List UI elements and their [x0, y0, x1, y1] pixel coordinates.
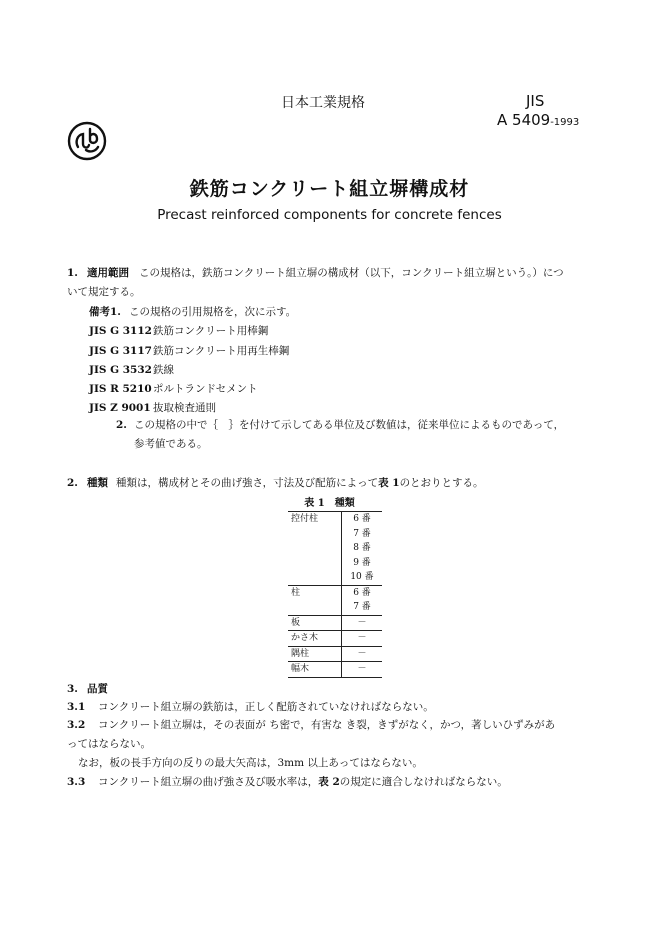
- remarks-line: [89, 305, 296, 319]
- table1-caption: 表 1 種類: [304, 498, 355, 509]
- header-organization: 日本工業規格: [281, 95, 365, 111]
- type-table: [288, 511, 382, 678]
- grade-cell: 8 番: [353, 543, 371, 553]
- jis-mark-icon: [66, 120, 108, 166]
- section3-2-number: 3.2: [67, 719, 86, 731]
- section2-line: [67, 476, 484, 490]
- table-row: [288, 615, 382, 631]
- section3-heading-line: [67, 682, 108, 696]
- section3-1-number: 3.1: [67, 701, 86, 713]
- reference-name: 鉄筋コンクリート用再生棒鋼: [153, 345, 290, 357]
- grade-cell: －: [342, 646, 383, 662]
- section3-2-line3: なお，板の長手方向の反りの最大矢高は，3mm 以上あってはならない。: [78, 757, 423, 769]
- section3-heading: 品質: [87, 683, 108, 695]
- reference-code: JIS G 3117: [89, 345, 152, 357]
- title-english: Precast reinforced components for concrete fences: [157, 207, 502, 223]
- section2-text: 種類は，構成材とその曲げ強さ，寸法及び配筋によって: [116, 477, 379, 489]
- type-name-cell: 幅木: [288, 662, 342, 678]
- type-name-cell: 控付柱: [288, 512, 342, 586]
- section3-3-number: 3.3: [67, 776, 86, 788]
- section2-text-end: のとおりとする。: [399, 477, 484, 489]
- grade-cell: 9 番: [353, 557, 371, 568]
- reference-name: ポルトランドセメント: [153, 383, 258, 395]
- section1-heading: 適用範囲: [87, 267, 129, 279]
- table-row: [288, 631, 382, 647]
- reference-name: 鉄線: [153, 364, 174, 376]
- section3-3-text-end: の規定に適合しなければならない。: [339, 776, 508, 788]
- reference-code: JIS G 3112: [89, 325, 152, 337]
- section3-1-text: コンクリート組立塀の鉄筋は，正しく配筋されていなければならない。: [98, 701, 434, 713]
- table-row: [288, 662, 382, 678]
- table-row: [288, 646, 382, 662]
- grade-cell: －: [342, 615, 383, 631]
- standard-year: -1993: [550, 117, 580, 128]
- table2-reference: 表 2: [318, 776, 340, 788]
- remarks-label: 備考1.: [89, 306, 121, 318]
- reference-item: [89, 382, 258, 396]
- reference-name: 鉄筋コンクリート用棒鋼: [153, 325, 269, 337]
- section3-2: [67, 718, 555, 732]
- section3-1: [67, 700, 434, 714]
- reference-code: JIS G 3532: [89, 364, 152, 376]
- section1-line2: いて規定する。: [67, 286, 141, 298]
- section1-number: 1.: [67, 267, 78, 279]
- section3-3-text: コンクリート組立塀の曲げ強さ及び吸水率は，: [98, 776, 319, 788]
- reference-item: [89, 324, 268, 338]
- remarks-text: この規格の引用規格を，次に示す。: [128, 306, 297, 318]
- title-japanese: 鉄筋コンクリート組立塀構成材: [189, 178, 470, 200]
- header-jis-label: JIS: [526, 92, 545, 110]
- section3-3: [67, 775, 508, 789]
- section3-2-line2: ってはならない。: [67, 738, 151, 750]
- grade-cell: －: [342, 662, 383, 678]
- type-name-cell: 隅柱: [288, 646, 342, 662]
- grade-cell: 7 番: [353, 528, 371, 539]
- section2-number: 2.: [67, 477, 78, 489]
- reference-item: [89, 363, 174, 377]
- note2-label: 2.: [116, 419, 127, 431]
- section3-number: 3.: [67, 683, 78, 695]
- type-name-cell: 板: [288, 615, 342, 631]
- table-row: [288, 512, 382, 527]
- reference-code: JIS Z 9001: [89, 402, 151, 414]
- header-standard-number: [497, 111, 579, 129]
- section2-heading: 種類: [87, 477, 108, 489]
- reference-code: JIS R 5210: [89, 383, 152, 395]
- standard-number: A 5409: [497, 111, 551, 129]
- table-row: [288, 585, 382, 600]
- section3-2-text: コンクリート組立塀は，その表面が ち密で，有害な き裂，きずがなく，かつ，著しいひずみがあ: [98, 719, 556, 731]
- note2-line1: [116, 418, 564, 432]
- grade-cell: 6 番: [342, 512, 383, 527]
- grade-cell: －: [342, 631, 383, 647]
- table1-reference: 表 1: [378, 477, 400, 489]
- section1-line1: [67, 266, 564, 280]
- type-name-cell: かさ木: [288, 631, 342, 647]
- type-name-cell: 柱: [288, 585, 342, 615]
- grade-cell: 10 番: [350, 572, 374, 582]
- grade-cell: 6 番: [342, 585, 383, 600]
- grade-cell: 7 番: [353, 602, 371, 612]
- reference-item: [89, 401, 216, 415]
- section1-text: この規格は，鉄筋コンクリート組立塀の構成材（以下，コンクリート組立塀という。）につ: [139, 267, 564, 279]
- reference-item: [89, 344, 289, 358]
- reference-name: 抜取検査通則: [153, 402, 216, 414]
- note2-line2: 参考値である。: [134, 438, 208, 450]
- note2-text: この規格の中で｛ ｝を付けて示してある単位及び数値は，従来単位によるものであって，: [134, 419, 565, 431]
